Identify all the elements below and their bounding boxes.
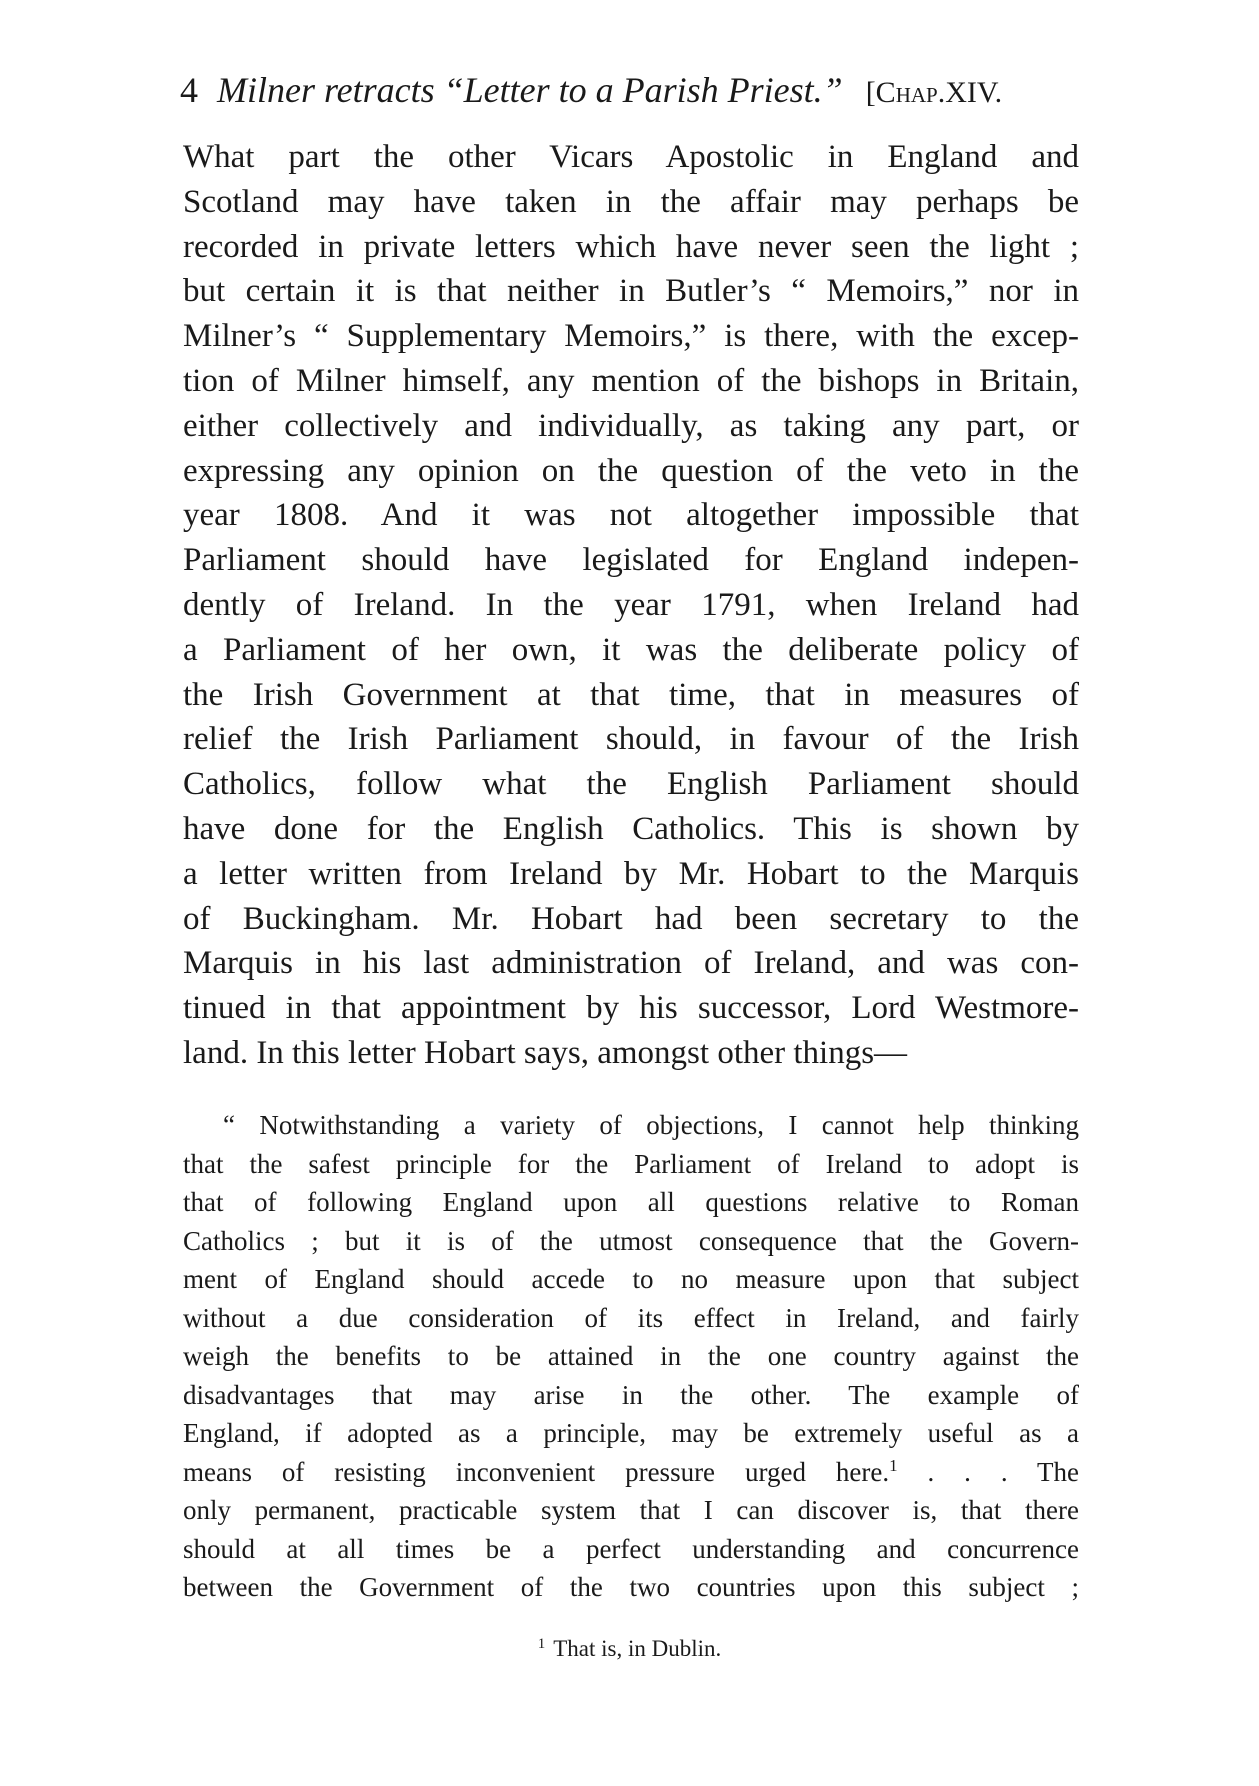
text-line: either collectively and individually, as taking any part, or	[183, 407, 1079, 444]
text-line: What part the other Vicars Apostolic in England and	[183, 139, 1079, 175]
text-line: recorded in private letters which have never seen the light ;	[183, 228, 1079, 265]
text-line: but certain it is that neither in Butler’s “ Memoirs,” nor in	[183, 273, 1079, 310]
text-line: relief the Irish Parliament should, in favour of the Irish	[183, 721, 1079, 758]
text-line: expressing any opinion on the question of the veto in the	[183, 452, 1079, 489]
block-quote	[183, 1106, 1079, 1607]
quote-line: without a due consideration of its effect in Ireland, and fairly	[183, 1302, 1079, 1333]
chapter-label: [Chap.XIV.	[865, 76, 1003, 109]
footnote	[0, 1634, 1259, 1664]
quote-line: England, if adopted as a principle, may be extremely useful as a	[183, 1418, 1079, 1448]
running-title: Milner retracts “Letter to a Parish Priest.”	[217, 70, 843, 110]
footnote-marker: 1	[537, 1636, 546, 1652]
quote-line: ment of England should accede to no measure upon that subject	[183, 1264, 1079, 1294]
quote-line: Catholics ; but it is of the utmost consequence that the Govern-	[183, 1225, 1079, 1256]
text-line: Parliament should have legislated for England indepen-	[183, 542, 1079, 579]
quote-line: should at all times be a perfect understanding and concurrence	[183, 1533, 1079, 1564]
text-line: Milner’s “ Supplementary Memoirs,” is there, with the excep-	[183, 318, 1079, 355]
text-line: Catholics, follow what the English Parliament should	[183, 766, 1079, 803]
page-number: 4	[180, 70, 198, 110]
text-line: Marquis in his last administration of Ireland, and was con-	[183, 945, 1079, 982]
text-line: dently of Ireland. In the year 1791, when Ireland had	[183, 586, 1079, 623]
text-line: tinued in that appointment by his successor, Lord Westmore-	[183, 990, 1079, 1027]
text-line: have done for the English Catholics. This is shown by	[183, 810, 1079, 847]
quote-line-with-footnote-ref	[183, 1453, 1079, 1492]
quote-line: “ Notwithstanding a variety of objections, I cannot help thinking	[223, 1110, 1079, 1140]
quote-line: weigh the benefits to be attained in the one country against the	[183, 1341, 1079, 1371]
text-line: year 1808. And it was not altogether impossible that	[183, 497, 1079, 534]
quote-line: that of following England upon all questions relative to Roman	[183, 1187, 1079, 1217]
quote-line-start: means of resisting inconvenient pressure urged here.	[183, 1456, 890, 1487]
text-line: a Parliament of her own, it was the deliberate policy of	[183, 631, 1079, 668]
text-line: of Buckingham. Mr. Hobart had been secretary to the	[183, 900, 1079, 937]
text-line: a letter written from Ireland by Mr. Hobart to the Marquis	[183, 855, 1079, 892]
text-line: land. In this letter Hobart says, amongst other things—	[183, 1034, 908, 1071]
quote-line: disadvantages that may arise in the other. The example of	[183, 1379, 1079, 1410]
body-paragraph	[183, 135, 1079, 1076]
text-line: tion of Milner himself, any mention of the bishops in Britain,	[183, 362, 1079, 399]
quote-line: between the Government of the two countries upon this subject ;	[183, 1572, 1079, 1602]
quote-line: only permanent, practicable system that I can discover is, that there	[183, 1495, 1079, 1525]
text-line: the Irish Government at that time, that in measures of	[183, 676, 1079, 713]
footnote-text: That is, in Dublin.	[553, 1636, 722, 1661]
running-head	[180, 62, 1080, 118]
quote-line: that the safest principle for the Parliament of Ireland to adopt is	[183, 1148, 1079, 1179]
text-line: Scotland may have taken in the affair may perhaps be	[183, 183, 1079, 220]
quote-line-end: . . . The	[897, 1456, 1079, 1487]
footnote-reference: 1	[889, 1455, 898, 1475]
